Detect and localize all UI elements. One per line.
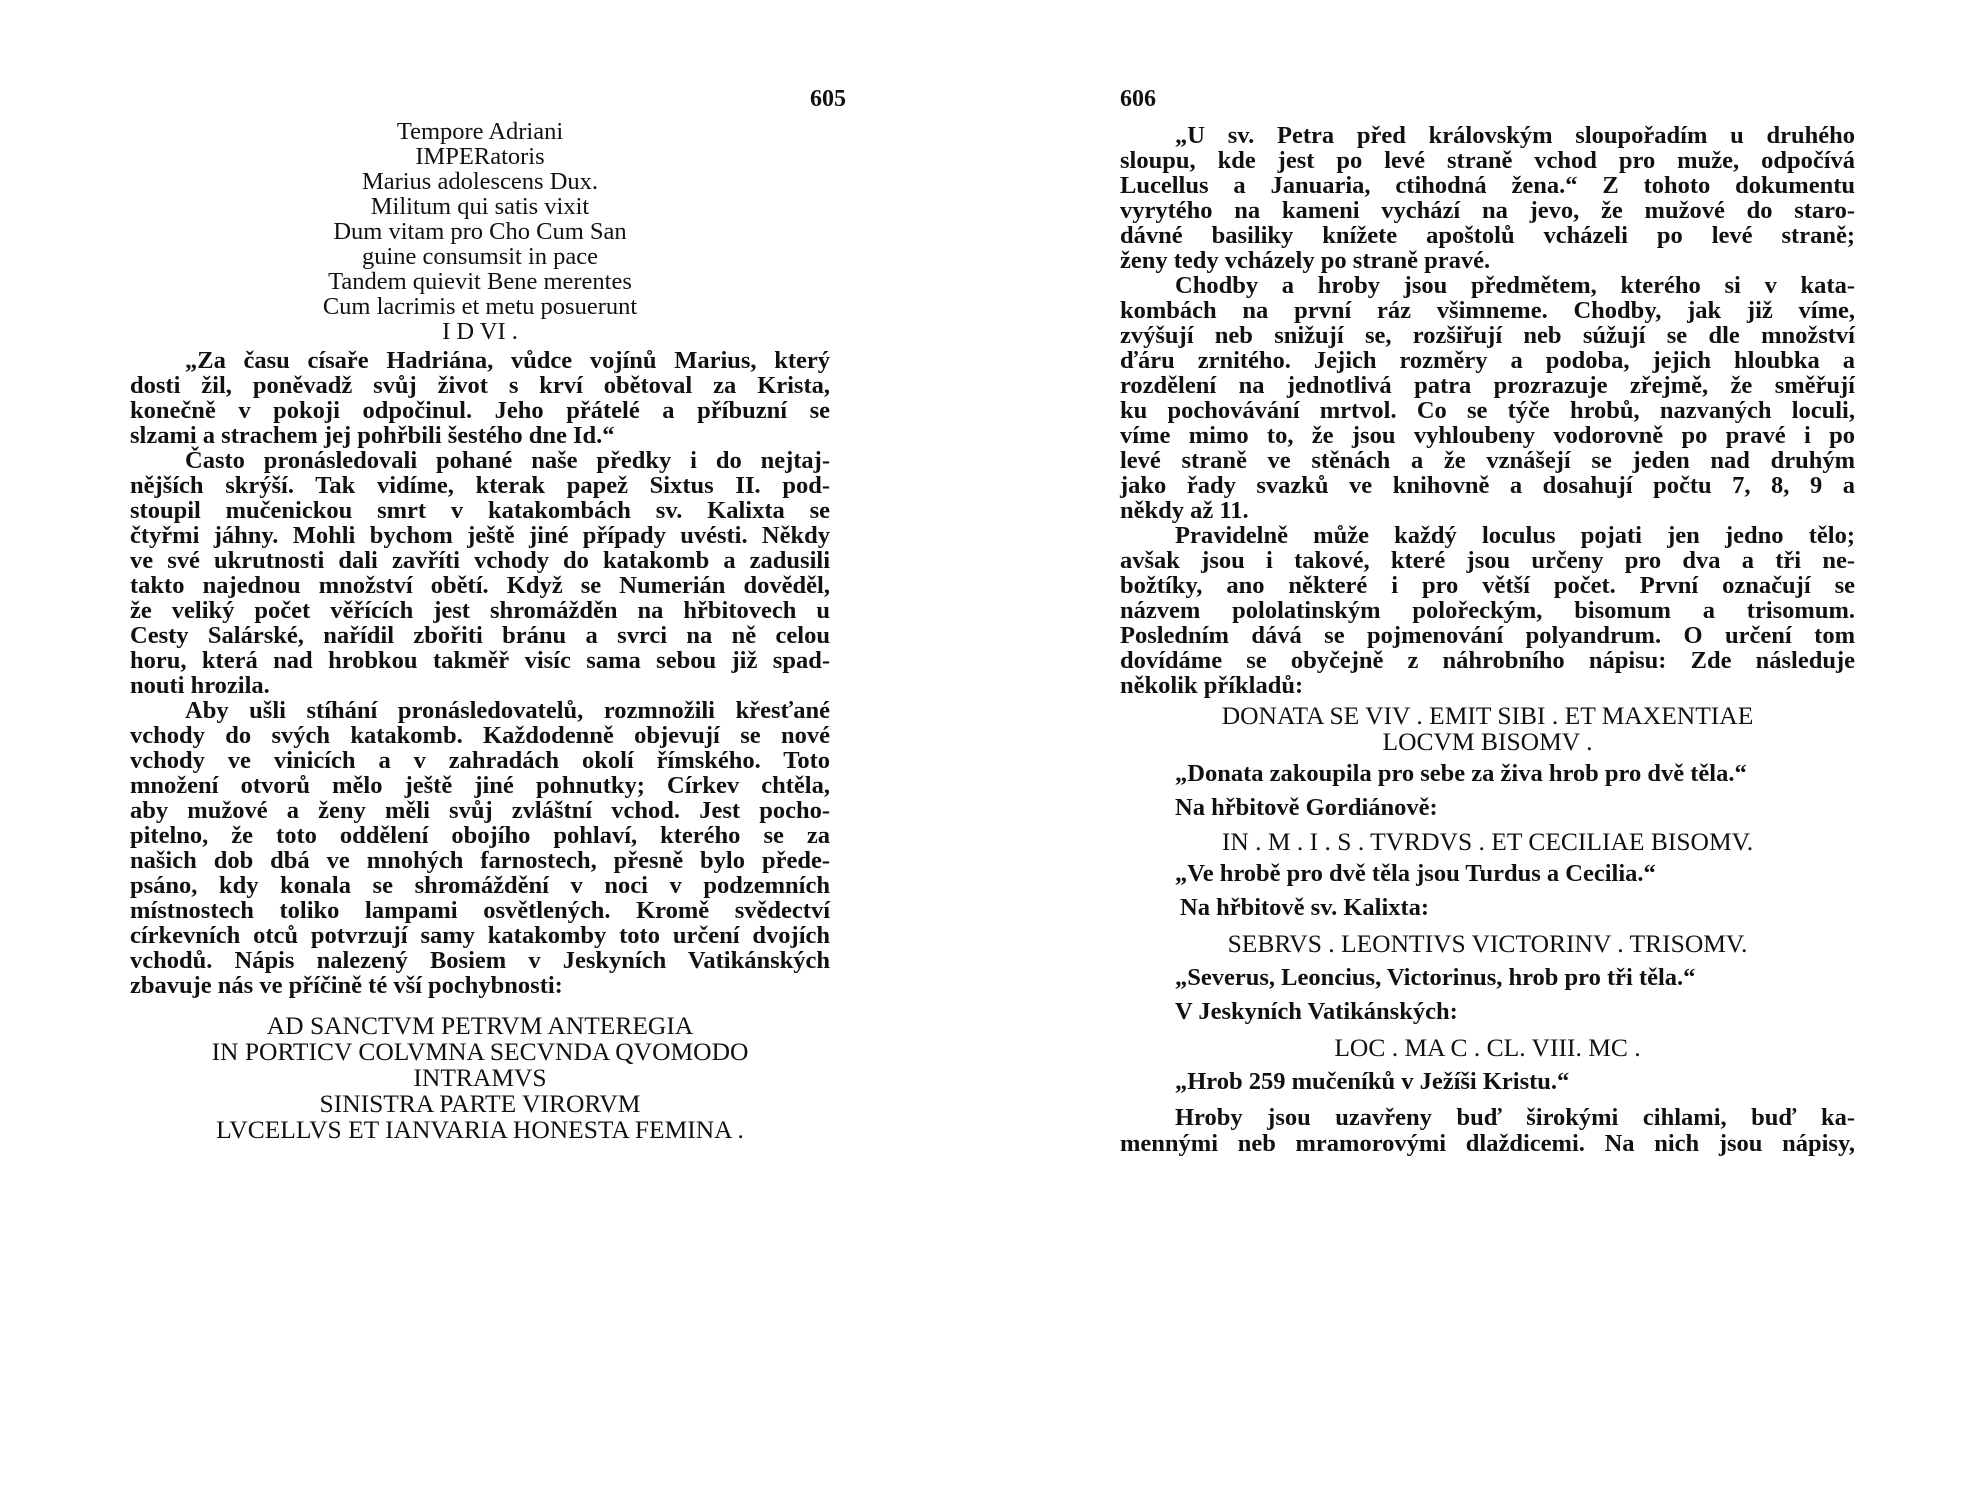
inscription-line: AD SANCTVM PETRVM ANTEREGIA (266, 1011, 694, 1040)
body-line: dávné basiliky knížete apoštolů vcházeli po levé straně; (1120, 222, 1855, 249)
body-line: zbavuje nás ve příčině té vší pochybnosti: (130, 972, 563, 999)
body-line: pitelno, že toto oddělení obojího pohlaví, kterého se za (130, 822, 830, 849)
body-line: množení otvorů mělo ještě jiné pohnutky; Církev chtěla, (130, 772, 830, 799)
body-line: „Za času císaře Hadriána, vůdce vojínů Marius, který (185, 347, 830, 374)
body-line: mennými neb mramorovými dlaždicemi. Na nich jsou nápisy, (1120, 1130, 1855, 1157)
body-line: nouti hrozila. (130, 672, 270, 699)
body-line: názvem pololatinským polořeckým, bisomum a trisomum. (1120, 597, 1855, 624)
translation-line: „Hrob 259 mučeníků v Ježíši Kristu.“ (1175, 1068, 1570, 1095)
inscription-line: Militum qui satis vixit (370, 193, 590, 220)
body-line: čtyřmi jáhny. Mohli bychom ještě jiné případy uvésti. Někdy (130, 522, 830, 549)
translation-line: „Severus, Leoncius, Victorinus, hrob pro tři těla.“ (1175, 964, 1696, 991)
body-line: někdy až 11. (1120, 497, 1249, 524)
inscription-line: Marius adolescens Dux. (361, 168, 599, 195)
body-line: nějších skrýší. Tak vidíme, kterak papež Sixtus II. pod- (130, 472, 830, 499)
body-line: několik příkladů: (1120, 672, 1304, 699)
body-line: dovídáme se obyčejně z náhrobního nápisu: Zde následuje (1120, 647, 1855, 674)
body-line: avšak jsou i takové, které jsou určeny pro dva a tři ne- (1120, 547, 1855, 574)
body-line: stoupil mučenickou smrt v katakombách sv. Kalixta se (130, 497, 830, 524)
inscription-line: IMPERatoris (415, 143, 545, 170)
body-line: božtíky, ano některé i pro větší počet. První označují se (1120, 572, 1855, 599)
inscription-line: I D VI . (442, 318, 518, 345)
page-number: 605 (810, 86, 846, 112)
body-line: Často pronásledovali pohané naše předky i do nejtaj- (185, 447, 830, 474)
inscription-line: SEBRVS . LEONTIVS VICTORINV . TRISOMV. (1227, 929, 1748, 958)
inscription-line: IN PORTICV COLVMNA SECVNDA QVOMODO (211, 1037, 749, 1066)
cemetery-label: Na hřbitově Gordiánově: (1175, 794, 1438, 821)
translation-line: „Ve hrobě pro dvě těla jsou Turdus a Cecilia.“ (1175, 860, 1656, 887)
inscription-line: Cum lacrimis et metu posuerunt (322, 293, 638, 320)
inscription-line: Dum vitam pro Cho Cum San (333, 218, 627, 245)
body-line: Posledním dává se pojmenování polyandrum. O určení tom (1120, 622, 1855, 649)
body-line: psáno, kdy konala se shromáždění v noci v podzemních (130, 872, 830, 899)
body-line: slzami a strachem jej pohřbili šestého dne Id.“ (130, 422, 615, 449)
body-line: víme mimo to, že jsou vyhloubeny vodorovně po pravé i po (1120, 422, 1855, 449)
body-line: Hroby jsou uzavřeny buď širokými cihlami, buď ka- (1175, 1104, 1855, 1131)
inscription-line: guine consumsit in pace (361, 243, 599, 270)
inscription-line: Tempore Adriani (396, 118, 564, 145)
inscription-line: LOCVM BISOMV . (1382, 727, 1593, 756)
cemetery-label: Na hřbitově sv. Kalixta: (1180, 894, 1430, 921)
inscription-line: SINISTRA PARTE VIRORVM (319, 1089, 641, 1118)
body-line: konečně v pokoji odpočinul. Jeho přátelé a příbuzní se (130, 397, 830, 424)
body-line: vyrytého na kameni vychází na jevo, že mužové do staro- (1120, 197, 1855, 224)
body-line: zvýšují neb snižují se, rozšiřují neb súžují se dle množství (1120, 322, 1855, 349)
body-line: dosti žil, poněvadž svůj život s krví obětoval za Krista, (130, 372, 830, 399)
body-line: ďáru zrnitého. Jejich rozměry a podoba, jejich hloubka a (1120, 347, 1855, 374)
body-line: našich dob dbá ve mnohých farnostech, přesně bylo přede- (130, 847, 830, 874)
body-line: vchody do svých katakomb. Každodenně objevují se nové (130, 722, 830, 749)
body-line: Chodby a hroby jsou předmětem, kterého si v kata- (1175, 272, 1855, 299)
body-line: ženy tedy vcházely po straně pravé. (1120, 247, 1491, 274)
body-line: vchody ve vinicích a v zahradách okolí římského. Toto (130, 747, 830, 774)
body-line: ve své ukrutnosti dali zavříti vchody do katakomb a zadusili (130, 547, 830, 574)
body-line: kombách na první ráz všimneme. Chodby, jak již víme, (1120, 297, 1855, 324)
body-line: „U sv. Petra před královským sloupořadím u druhého (1175, 122, 1855, 149)
body-line: levé straně ve stěnách a že vznášejí se jeden nad druhým (1120, 447, 1855, 474)
body-line: místnostech toliko lampami osvětlených. Kromě svědectví (130, 897, 830, 924)
body-line: horu, která nad hrobkou takměř visíc sama sebou již spad- (130, 647, 830, 674)
cemetery-label: V Jeskyních Vatikánských: (1175, 998, 1458, 1025)
body-line: rozdělení na jednotlivá patra prozrazuje zřejmě, že směřují (1120, 372, 1855, 399)
body-line: církevních otců potvrzují samy katakomby toto určení dvojích (130, 922, 830, 949)
body-line: sloupu, kde jest po levé straně vchod pro muže, odpočívá (1120, 147, 1855, 174)
body-line: Lucellus a Januaria, ctihodná žena.“ Z tohoto dokumentu (1120, 172, 1855, 199)
body-line: jako řady svazků ve knihovně a dosahují počtu 7, 8, 9 a (1120, 472, 1855, 499)
page-number: 606 (1120, 86, 1156, 112)
body-line: Cesty Salárské, nařídil zbořiti bránu a svrci na ně celou (130, 622, 830, 649)
body-line: Aby ušli stíhání pronásledovatelů, rozmnožili křesťané (185, 697, 830, 724)
inscription-line: INTRAMVS (413, 1063, 547, 1092)
body-line: takto najednou množství obětí. Když se Numerián dověděl, (130, 572, 830, 599)
body-line: že veliký počet věřících jest shromážděn na hřbitovech u (130, 597, 830, 624)
body-line: aby mužové a ženy měli svůj zvláštní vchod. Jest pocho- (130, 797, 830, 824)
inscription-line: Tandem quievit Bene merentes (328, 268, 632, 295)
inscription-line: DONATA SE VIV . EMIT SIBI . ET MAXENTIAE (1221, 701, 1754, 730)
body-line: vchodů. Nápis nalezený Bosiem v Jeskyních Vatikánských (130, 947, 830, 974)
body-line: Pravidelně může každý loculus pojati jen jedno tělo; (1175, 522, 1855, 549)
inscription-line: IN . M . I . S . TVRDVS . ET CECILIAE BISOMV. (1221, 827, 1754, 856)
body-line: ku pochovávání mrtvol. Co se týče hrobů, nazvaných loculi, (1120, 397, 1855, 424)
inscription-line: LVCELLVS ET IANVARIA HONESTA FEMINA . (216, 1115, 744, 1144)
inscription-line: LOC . MA C . CL. VIII. MC . (1334, 1033, 1641, 1062)
translation-line: „Donata zakoupila pro sebe za živa hrob pro dvě těla.“ (1175, 760, 1747, 787)
